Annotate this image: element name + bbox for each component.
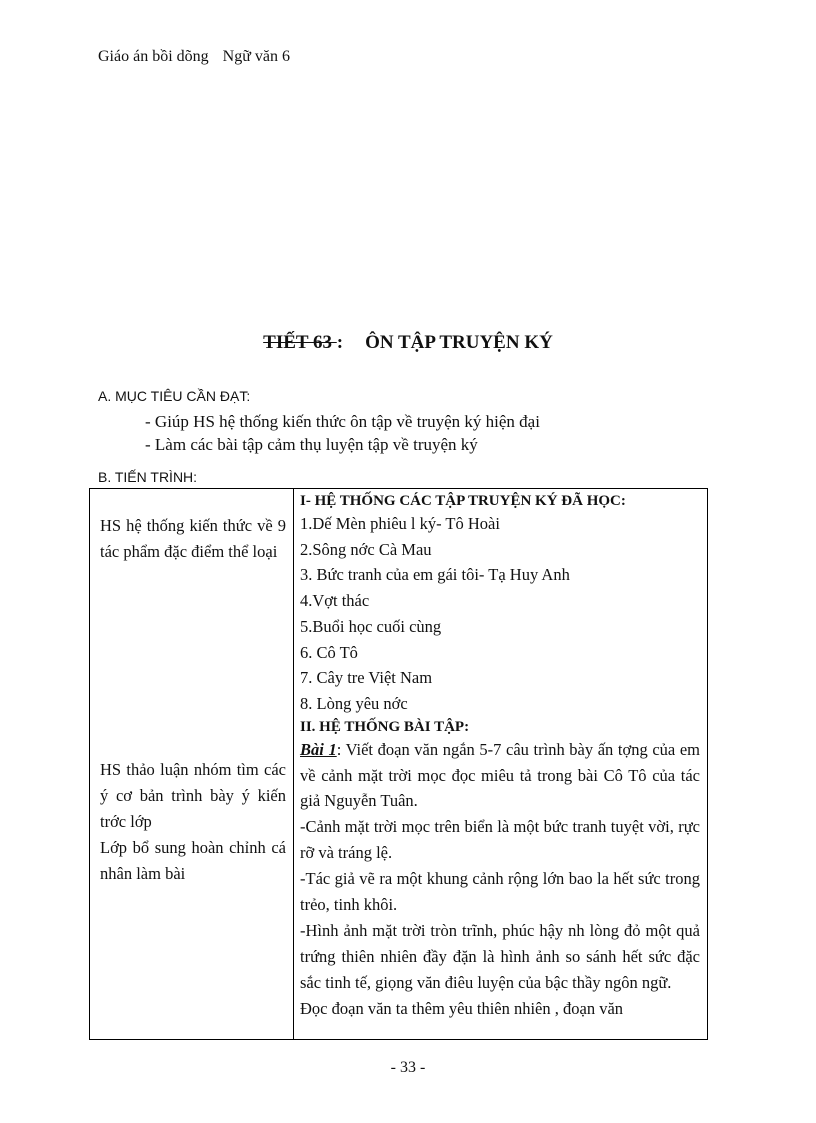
work-item: 4.Vợt thác: [300, 591, 370, 611]
exercise-label: Bài 1: [300, 739, 337, 759]
work-item: 8. Lòng yêu nớc: [300, 693, 408, 713]
work-item: 2.Sông nớc Cà Mau: [300, 539, 432, 559]
lesson-number: TIẾT 63: [263, 332, 337, 353]
lesson-title: [0, 332, 816, 354]
column-divider: [293, 489, 294, 1039]
teacher-activity-2: [100, 757, 286, 887]
lesson-table: [89, 488, 708, 1040]
page-header: [98, 48, 290, 66]
activity-line: HS thảo luận nhóm tìm các ý cơ bản trình bày ý kiến trớc lớp: [100, 760, 286, 831]
answer-point: -Tác giả vẽ ra một khung cảnh rộng lớn bao la hết sức trong trẻo, tinh khôi.: [300, 869, 700, 915]
objective-item: - Làm các bài tập cảm thụ luyện tập về truyện ký: [145, 435, 478, 454]
page-number: - 33 -: [390, 1059, 426, 1076]
content-heading-2: II. HỆ THỐNG BÀI TẬP:: [300, 718, 470, 735]
work-item: 1.Dế Mèn phiêu l ký- Tô Hoài: [300, 514, 500, 533]
work-item: 7. Cây tre Việt Nam: [300, 668, 433, 688]
objective-item: - Giúp HS hệ thống kiến thức ôn tập về truyện ký hiện đại: [145, 412, 540, 431]
lesson-title-text: ÔN TẬP TRUYỆN KÝ: [365, 332, 553, 353]
work-item: 6. Cô Tô: [300, 642, 358, 662]
activity-line: Lớp bổ sung hoàn chỉnh cá nhân làm bài: [100, 838, 286, 883]
answer-point: -Hình ảnh mặt trời tròn trĩnh, phúc hậy nh lòng đỏ một quả trứng thiên nhiên đầy đặn là hình ảnh so sánh hết sức đặc sắc tinh tế, giọng văn điêu luyện của bậc thầy ngôn ngữ.: [300, 920, 700, 992]
lesson-colon: :: [336, 332, 344, 353]
content-heading-1: I- HỆ THỐNG CÁC TẬP TRUYỆN KÝ ĐÃ HỌC:: [300, 493, 626, 509]
content-column: [300, 491, 700, 1022]
header-subject: Ngữ văn 6: [222, 48, 290, 65]
answer-point: Đọc đoạn văn ta thêm yêu thiên nhiên , đoạn văn: [300, 998, 624, 1018]
header-left: Giáo án bồi dõng: [98, 48, 209, 65]
exercise-text: : Viết đoạn văn ngắn 5-7 câu trình bày ấn tợng của em về cảnh mặt trời mọc đọc miêu tả trong bài Cô Tô của tác giả Nguyễn Tuân.: [300, 739, 700, 811]
work-item: 5.Buổi học cuối cùng: [300, 616, 442, 636]
teacher-activity-1: HS hệ thống kiến thức về 9 tác phẩm đặc điểm thể loại: [100, 516, 286, 561]
section-a-heading: A. MỤC TIÊU CẦN ĐẠT:: [98, 388, 251, 404]
answer-point: -Cảnh mặt trời mọc trên biển là một bức tranh tuyệt vời, rực rỡ và tráng lệ.: [300, 817, 700, 863]
section-b-heading: B. TIẾN TRÌNH:: [98, 469, 198, 485]
work-item: 3. Bức tranh của em gái tôi- Tạ Huy Anh: [300, 565, 570, 585]
exercise-prompt: [300, 737, 700, 815]
